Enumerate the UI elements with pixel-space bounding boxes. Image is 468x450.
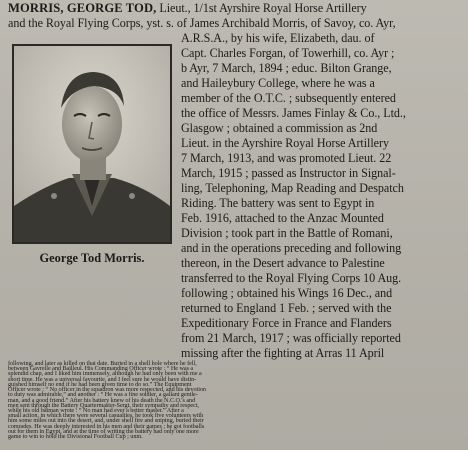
portrait-photo [12,44,172,244]
entry-line-12: ling, Telephoning, Map Reading and Despatch [181,181,404,195]
entry-line-1: and the Royal Flying Corps, yst. s. of James Archibald Morris, of Savoy, co. Ayr, [8,16,396,30]
portrait-image [14,46,170,242]
entry-line-17: thereon, in the Desert advance to Palestine [181,256,385,270]
entry-line-8: Glasgow ; obtained a commission as 2nd [181,121,378,135]
entry-line-30: to duty was admirable,” and another : “ He was a fine soldier, a gallant gentle- [8,391,198,399]
entry-line-34: small action, in which there were several casualties, he took five volunteers with [8,412,204,420]
entry-heading-name: MORRIS, GEORGE TOD, [8,1,157,15]
portrait-caption: George Tod Morris. [39,251,145,265]
entry-line-6: member of the O.T.C. ; subsequently entered [181,91,396,105]
entry-line-26: splendid chap, and I liked him immensely, although he had only been with me a [8,370,202,378]
entry-line-4: b Ayr, 7 March, 1894 ; educ. Bilton Grange, [181,61,392,75]
entry-line-22: from 21 March, 1917 ; was officially reported [181,331,401,345]
entry-line-25: between Gavrelle and Bailleul. His Commanding Officer wrote : “ He was a [8,365,194,373]
entry-line-24: following, and later as killed on that date. Buried in a shell hole where he fell, [8,360,197,367]
entry-line-21: Expeditionary Force in France and Flanders [181,316,392,330]
entry-line-23: missing after the fighting at Arras 11 April [181,346,385,360]
entry-line-2: A.R.S.A., by his wife, Elizabeth, dau. of [181,31,375,45]
entry-line-31: man, and a good friend.” After his battery knew of his death the N.C.O.'s and [8,396,196,404]
entry-line-28: guished himself no end if he had been given time to do so.” The Equipment [8,380,192,388]
entry-line-11: March, 1915 ; passed as Instructor in Signal- [181,166,396,180]
entry-line-29: Officer wrote : “ No officer in the squadron was more respected, and his devotion [8,386,206,394]
entry-line-14: Feb. 1916, attached to the Anzac Mounted [181,211,384,225]
entry-line-18: transferred to the Royal Flying Corps 10 Aug. [181,271,402,285]
entry-line-38: game to win to hold the Divisional Football Cup ; unm. [8,433,143,440]
entry-line-15: Division ; took part in the Battle of Romani, [181,226,393,240]
entry-line-37: out for them in Egypt, and at the time of writing the battery had only one more [8,427,199,435]
entry-line-20: returned to England 1 Feb. ; served with the [181,301,392,315]
entry-line-5: and Haileybury College, where he was a [181,76,375,90]
entry-line-13: Riding. The battery was sent to Egypt in [181,196,375,210]
entry-line-9: Lieut. in the Ayrshire Royal Horse Artillery [181,136,389,150]
entry-first-line [8,1,464,16]
entry-line-32: men sent through the Battery Quartermaster-Sergt. their sympathy and respect, [8,401,199,409]
entry-line-16: and in the operations preceding and following [181,241,402,255]
entry-line-33: while his old batman wrote : “ No man had ever a better master.” After a [8,406,184,414]
entry-line-19: following ; obtained his Wings 16 Dec., and [181,286,393,300]
entry-line-36: comrades. He was deeply interested in his men and their games ; he got footballs [8,422,205,430]
entry-line-27: short time. He was a universal favourite, and I feel sure he would have distin- [8,375,197,383]
entry-line-0: Lieut., 1/1st Ayrshire Royal Horse Artillery [156,1,367,15]
entry-line-35: him some miles out into the desert, and, under shell fire and sniping, buried their [8,417,204,425]
entry-line-3: Capt. Charles Forgan, of Towerhill, co. Ayr ; [181,46,395,60]
entry-line-7: the office of Messrs. James Finlay & Co., Ltd., [181,106,406,120]
entry-line-10: 7 March, 1913, and was promoted Lieut. 22 [181,151,392,165]
